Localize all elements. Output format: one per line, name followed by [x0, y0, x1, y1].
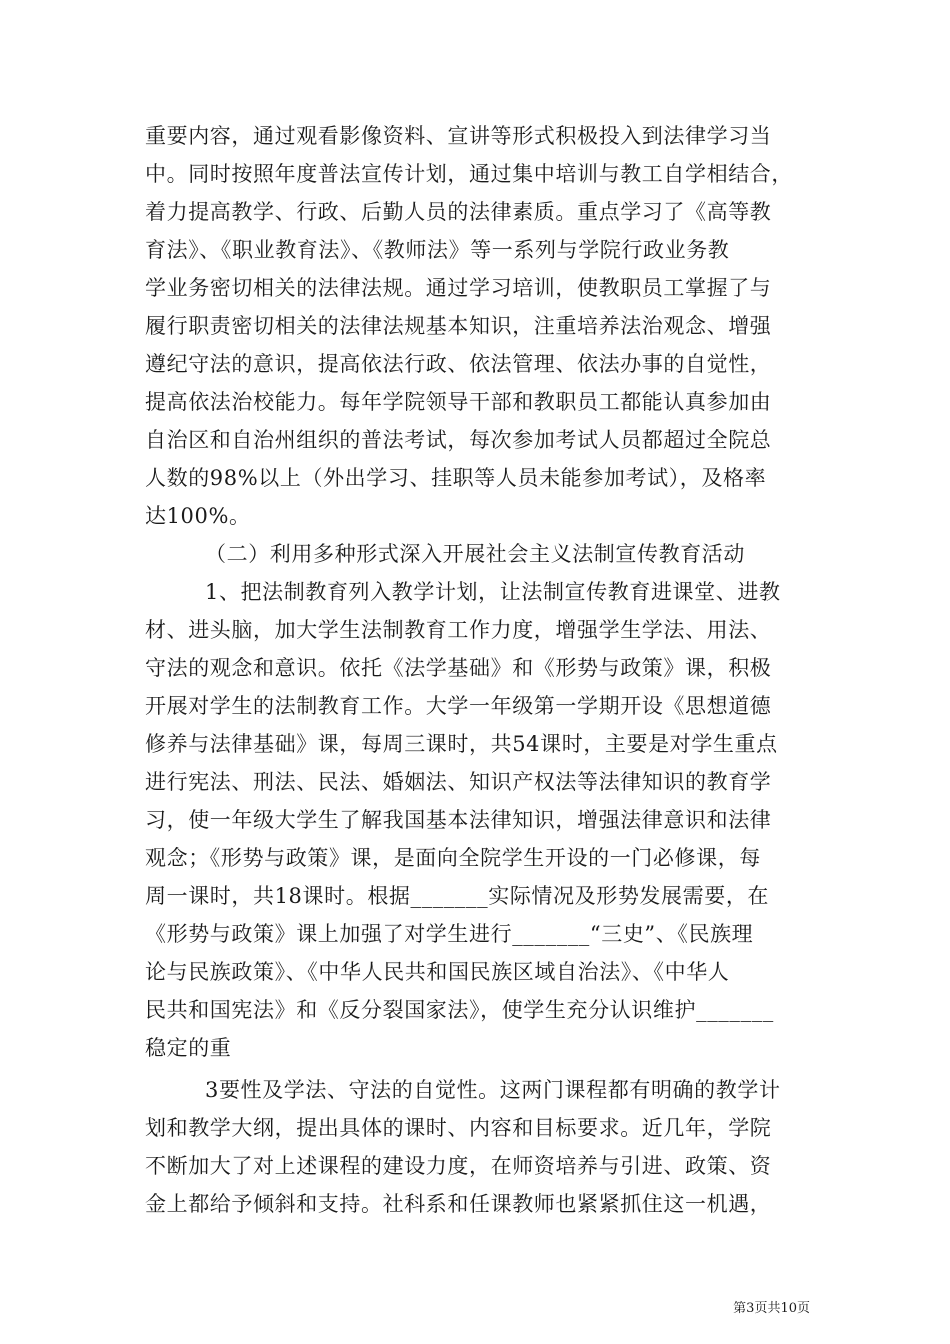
body-text-line: 习，使一年级大学生了解我国基本法律知识，增强法律意识和法律 — [145, 808, 772, 832]
body-text-line: 开展对学生的法制教育工作。大学一年级第一学期开设《思想道德 — [145, 694, 772, 718]
body-text-line: 修养与法律基础》课，每周三课时，共54课时，主要是对学生重点 — [145, 732, 778, 756]
body-text-line: 3要性及学法、守法的自觉性。这两门课程都有明确的教学计 — [205, 1078, 781, 1102]
body-text-line: 《形势与政策》课上加强了对学生进行_______“三史”、《民族理 — [145, 922, 754, 946]
body-text-line: 守法的观念和意识。依托《法学基础》和《形势与政策》课，积极 — [145, 656, 772, 680]
body-text-line: 人数的98%以上（外出学习、挂职等人员未能参加考试），及格率 — [145, 466, 767, 490]
body-text-line: 提高依法治校能力。每年学院领导干部和教职员工都能认真参加由 — [145, 390, 772, 414]
body-text-line: 民共和国宪法》和《反分裂国家法》，使学生充分认识维护_______ — [145, 998, 774, 1022]
body-text-line: 划和教学大纲，提出具体的课时、内容和目标要求。近几年，学院 — [145, 1116, 772, 1140]
body-text-line: 稳定的重 — [145, 1036, 232, 1060]
body-text-line: 履行职责密切相关的法律法规基本知识，注重培养法治观念、增强 — [145, 314, 772, 338]
body-text-line: 金上都给予倾斜和支持。社科系和任课教师也紧紧抓住这一机遇， — [145, 1192, 772, 1216]
body-text-line: 不断加大了对上述课程的建设力度，在师资培养与引进、政策、资 — [145, 1154, 772, 1178]
body-text-line: 观念；《形势与政策》课，是面向全院学生开设的一门必修课，每 — [145, 846, 761, 870]
body-text-line: 达100%。 — [145, 504, 251, 528]
body-text-line: 周一课时，共18课时。根据_______实际情况及形势发展需要，在 — [145, 884, 770, 908]
body-text-line: 重要内容，通过观看影像资料、宣讲等形式积极投入到法律学习当 — [145, 124, 772, 148]
body-text-line: 1、把法制教育列入教学计划，让法制宣传教育进课堂、进教 — [205, 580, 781, 604]
body-text-line: 论与民族政策》、《中华人民共和国民族区域自治法》、《中华人 — [145, 960, 730, 984]
body-text-line: 中。同时按照年度普法宣传计划，通过集中培训与教工自学相结合， — [145, 162, 793, 186]
body-text-line: 着力提高教学、行政、后勤人员的法律素质。重点学习了《高等教 — [145, 200, 772, 224]
page-number-footer: 第3页共10页 — [733, 1301, 810, 1316]
body-text-line: 自治区和自治州组织的普法考试，每次参加考试人员都超过全院总 — [145, 428, 772, 452]
body-text-line: 进行宪法、刑法、民法、婚姻法、知识产权法等法律知识的教育学 — [145, 770, 772, 794]
section-heading: （二）利用多种形式深入开展社会主义法制宣传教育活动 — [205, 542, 745, 566]
body-text-line: 材、进头脑，加大学生法制教育工作力度，增强学生学法、用法、 — [145, 618, 772, 642]
body-text-line: 遵纪守法的意识，提高依法行政、依法管理、依法办事的自觉性， — [145, 352, 772, 376]
body-text-line: 学业务密切相关的法律法规。通过学习培训，使教职员工掌握了与 — [145, 276, 772, 300]
body-text-line: 育法》、《职业教育法》、《教师法》等一系列与学院行政业务教 — [145, 238, 730, 262]
